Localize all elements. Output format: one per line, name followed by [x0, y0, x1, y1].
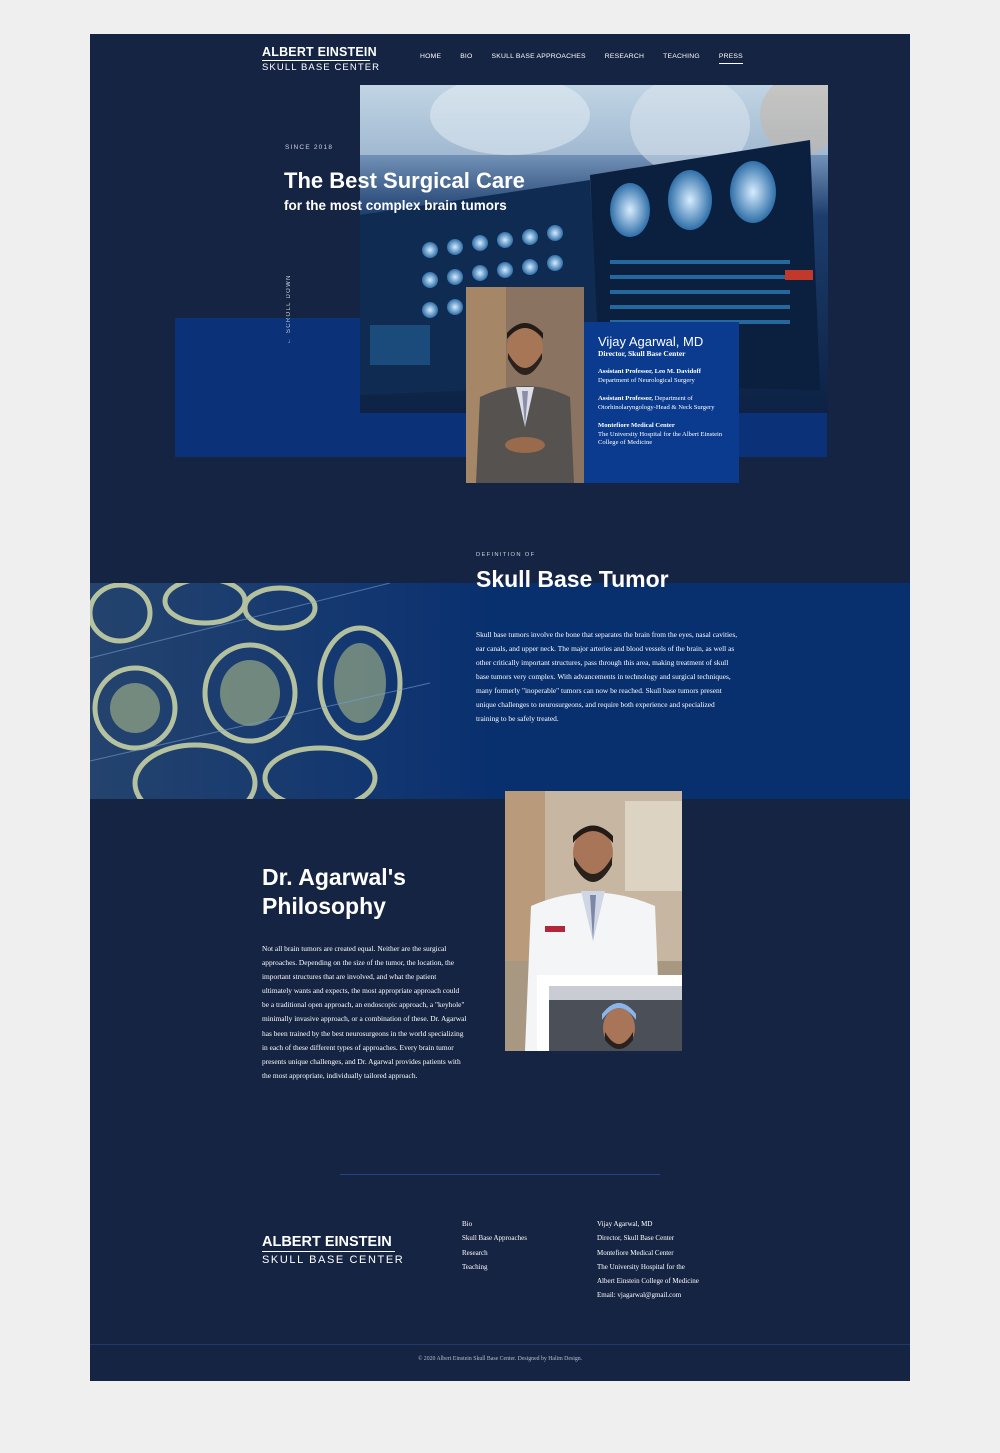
hero-title: The Best Surgical Care [284, 168, 525, 193]
contact-line: Montefiore Medical Center [597, 1248, 674, 1257]
nav-press[interactable]: PRESS [719, 53, 743, 64]
logo-line1: ALBERT EINSTEIN [262, 45, 377, 59]
position-3-title: Montefiore Medical Center [598, 422, 675, 429]
position-2 [598, 395, 729, 412]
footer-link-research[interactable]: Research [462, 1248, 488, 1257]
philosophy-body: Not all brain tumors are created equal. Neither are the surgical approaches. Depending on the size of the tumor, the location, the important structures that are involved, and what the patient ultimately wants and expects, the most appropriate approach could be a traditional open approach, an endoscopic approach, a "keyhole" minimally invasive approach, or a combination of these. Dr. Agarwal has been trained by the best neurosurgeons in the world specializing in each of these different types of approaches. Every brain tumor presents unique challenges, and Dr. Agarwal provides patients with the most appropriate, individually tailored approach. [262, 944, 467, 1080]
hero-subtitle: for the most complex brain tumors [284, 198, 507, 213]
contact-line: Albert Einstein College of Medicine [597, 1277, 699, 1286]
footer-logo-line2: SKULL BASE CENTER [262, 1254, 405, 1266]
since-label: SINCE 2018 [285, 144, 334, 151]
doctor-info-card [584, 322, 739, 483]
definition-title: Skull Base Tumor [476, 566, 669, 592]
position-2-title: Assistant Professor, [598, 395, 653, 402]
footer-logo-line1: ALBERT EINSTEIN [262, 1234, 392, 1250]
position-2-dept: Department of Otorhinolaryngology-Head & Neck Surgery [598, 395, 715, 411]
nav-skull-base-approaches[interactable]: SKULL BASE APPROACHES [491, 53, 586, 60]
website-page [90, 34, 910, 1381]
footer-link-teaching[interactable]: Teaching [462, 1262, 488, 1271]
footer-contact [597, 1217, 699, 1303]
definition-body: Skull base tumors involve the bone that separates the brain from the eyes, nasal cavities, ear canals, and upper neck. The major arteries and blood vessels of the brain, as well as other critically important structures, pass through this area, making treatment of skull base tumors very complex. With advancements in technology and surgical techniques, many formerly "inoperable" tumors can now be reached. Skull base tumors present unique challenges to neurosurgeons, and require both experience and specialized training to be safely treated. [476, 630, 738, 723]
copyright: © 2020 Albert Einstein Skull Base Center. Designed by Halim Design. [417, 1356, 583, 1362]
position-3 [598, 422, 729, 448]
brain-xray-image [90, 583, 500, 799]
logo-rule [262, 60, 370, 61]
scroll-down-label: SCROLL DOWN [286, 274, 292, 333]
footer-link-bio[interactable]: Bio [462, 1220, 473, 1228]
definition-label: DEFINITION OF [476, 552, 536, 558]
footer-divider [340, 1174, 660, 1175]
position-1 [598, 368, 729, 385]
doctor-surgical-cap-photo [549, 986, 682, 1051]
site-logo[interactable] [262, 45, 380, 73]
footer-logo-rule [262, 1251, 395, 1252]
philosophy-title: Dr. Agarwal's Philosophy [262, 864, 406, 919]
nav-home[interactable]: HOME [420, 53, 442, 60]
doctor-role: Director, Skull Base Center [598, 349, 686, 358]
scroll-down-link[interactable] [286, 274, 292, 344]
doctor-portrait-suit [466, 287, 584, 483]
contact-line: Director, Skull Base Center [597, 1234, 675, 1243]
footer-links [462, 1217, 527, 1274]
contact-line: Vijay Agarwal, MD [597, 1220, 653, 1228]
main-nav [420, 53, 762, 64]
nav-bio[interactable]: BIO [460, 53, 473, 60]
nav-research[interactable]: RESEARCH [604, 53, 645, 60]
position-1-dept: Department of Neurological Surgery [598, 376, 695, 384]
doctor-name: Vijay Agarwal, MD [598, 334, 704, 349]
footer-link-skull-base-approaches[interactable]: Skull Base Approaches [462, 1234, 527, 1243]
logo-line2: SKULL BASE CENTER [262, 62, 381, 73]
footer-logo[interactable] [262, 1234, 404, 1266]
nav-teaching[interactable]: TEACHING [663, 53, 700, 60]
contact-line: The University Hospital for the [597, 1262, 685, 1271]
arrow-down-icon: ← [286, 336, 292, 345]
position-3-dept: The University Hospital for the Albert Einstein College of Medicine [598, 430, 723, 446]
contact-email[interactable]: Email: vjagarwal@gmail.com [597, 1291, 682, 1300]
position-1-title: Assistant Professor, Leo M. Davidoff [598, 368, 701, 375]
footer-bar-divider [90, 1344, 910, 1345]
